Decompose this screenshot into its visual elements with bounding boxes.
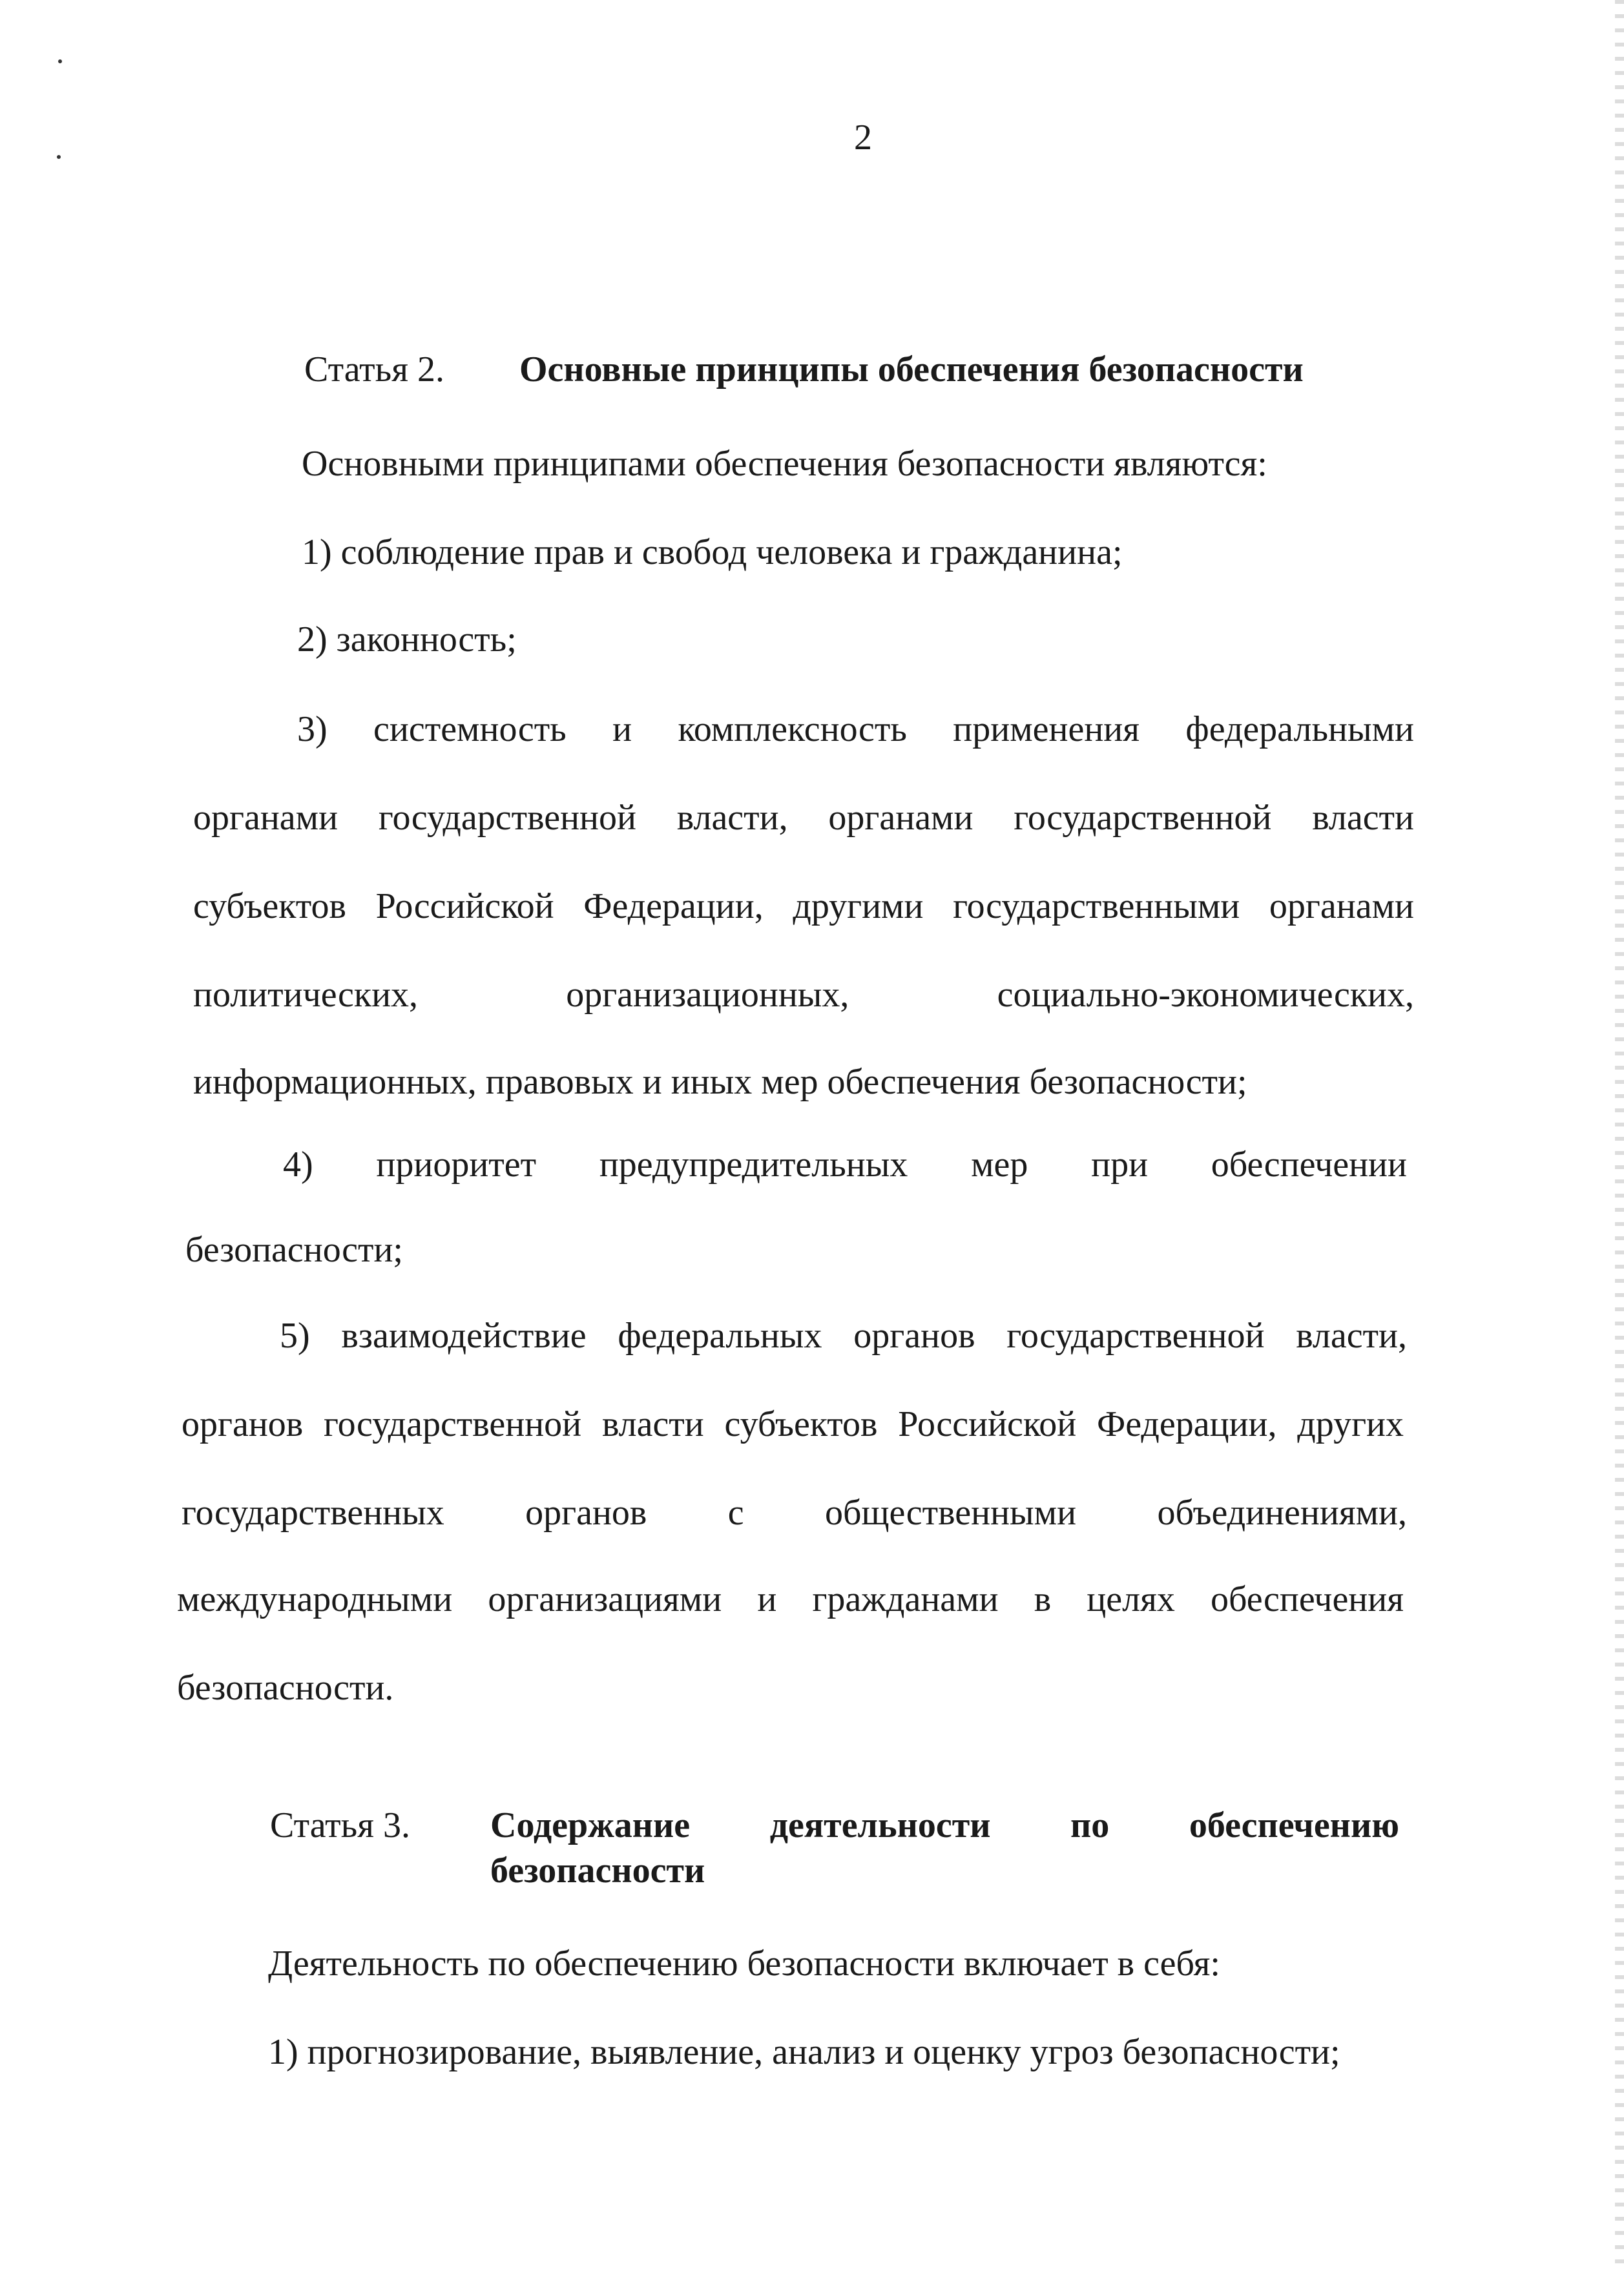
article-3-title-cont: безопасности — [490, 1851, 705, 1891]
paragraph-line: 4) приоритет предупредительных мер при обеспечении — [283, 1145, 1407, 1185]
paragraph-line: безопасности; — [185, 1230, 403, 1270]
scan-speck — [57, 155, 61, 159]
paragraph-line: безопасности. — [177, 1668, 394, 1708]
paragraph-line: государственных органов с общественными объединениями, — [182, 1493, 1407, 1533]
paragraph-line: политических, организационных, социально-экономических, — [193, 975, 1414, 1015]
article-3-title: Содержание деятельности по обеспечению — [490, 1805, 1399, 1845]
article-3-intro: Деятельность по обеспечению безопасности включает в себя: — [268, 1944, 1220, 1984]
paragraph-line: 5) взаимодействие федеральных органов государственной власти, — [280, 1316, 1407, 1356]
paragraph-line: 3) системность и комплексность применения федеральными — [297, 709, 1414, 749]
article-2-intro: Основными принципами обеспечения безопасности являются: — [302, 444, 1267, 484]
paragraph-line: субъектов Российской Федерации, другими государственными органами — [193, 886, 1414, 926]
paragraph-line: органами государственной власти, органами государственной власти — [193, 798, 1414, 838]
page-number: 2 — [854, 118, 872, 158]
paragraph-line: органов государственной власти субъектов Российской Федерации, других — [182, 1404, 1404, 1444]
paragraph-line: международными организациями и гражданами в целях обеспечения — [177, 1579, 1404, 1619]
scan-speck — [58, 59, 62, 63]
scan-edge — [1615, 0, 1624, 2273]
paragraph-line: 1) прогнозирование, выявление, анализ и оценку угроз безопасности; — [268, 2032, 1340, 2072]
article-3-label: Статья 3. — [270, 1805, 410, 1845]
paragraph-line: 1) соблюдение прав и свобод человека и гражданина; — [302, 532, 1123, 572]
paragraph-line: информационных, правовых и иных мер обеспечения безопасности; — [193, 1062, 1247, 1102]
article-2-label: Статья 2. — [304, 349, 444, 389]
paragraph-line: 2) законность; — [297, 619, 517, 659]
article-2-title: Основные принципы обеспечения безопасности — [519, 349, 1304, 389]
